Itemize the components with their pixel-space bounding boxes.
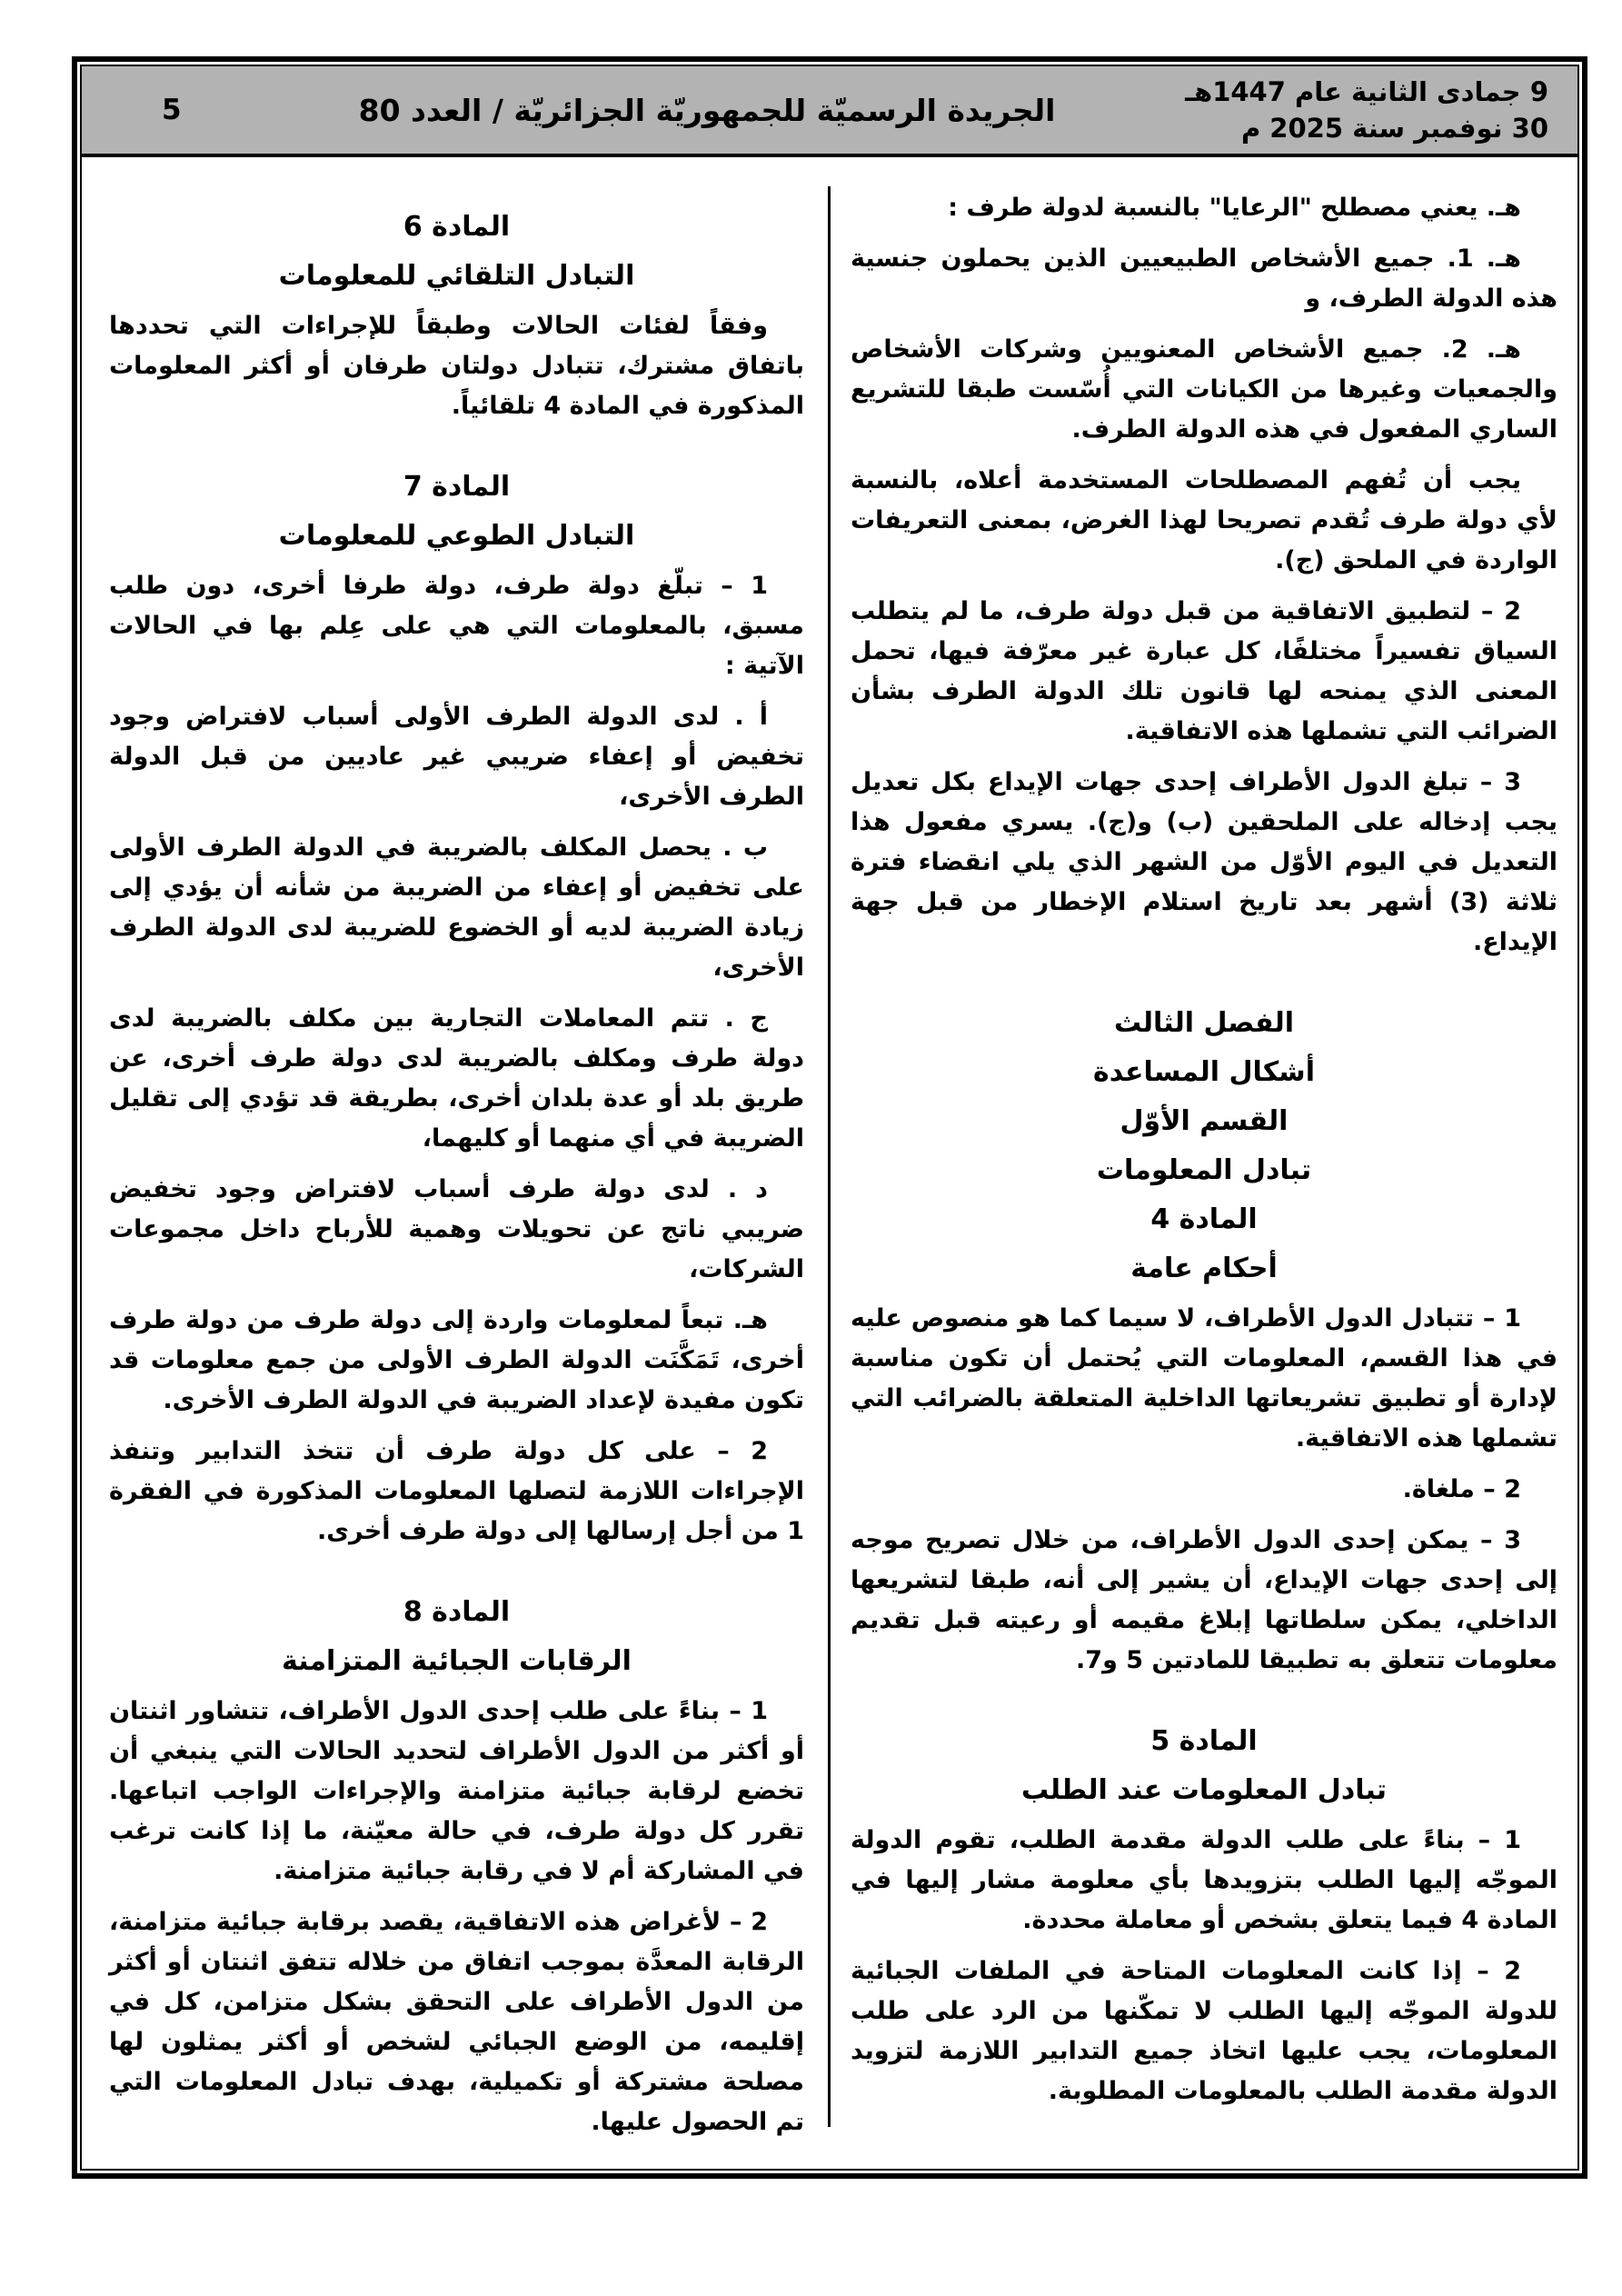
page-number: 5 <box>162 94 182 126</box>
column-left <box>82 157 828 2167</box>
section-heading: التبادل التلقائي للمعلومات <box>278 260 635 292</box>
paragraph: 1 – تبلّغ دولة طرف، دولة طرفا أخرى، دون طلب مسبق، بالمعلومات التي هي على عِلم بها في الحالات الآتية : <box>109 572 804 680</box>
paragraph: هـ. تبعاً لمعلومات واردة إلى دولة طرف من دولة طرف أخرى، تَمَكَّنَت الدولة الطرف الأولى من جمع معلومات قد تكون مفيدة لإعداد الضريبة في الدولة الطرف الأخرى. <box>109 1306 804 1414</box>
paragraph: 1 – تتبادل الدول الأطراف، لا سيما كما هو منصوص عليه في هذا القسم، المعلومات التي يُحتمل أن تكون مناسبة لإدارة أو تطبيق تشريعاتها الداخلية المتعلقة بالضرائب التي تشملها هذه الاتفاقية. <box>851 1304 1557 1452</box>
paragraph: ج . تتم المعاملات التجارية بين مكلف بالضريبة لدى دولة طرف ومكلف بالضريبة لدى دولة طرف أخرى، عن طريق بلد أو عدة بلدان أخرى، بطريقة قد تؤدي إلى تقليل الضريبة في أي منهما أو كليهما، <box>109 1004 804 1153</box>
section-heading: المادة 7 <box>403 471 511 503</box>
column-divider <box>828 186 831 2127</box>
section-heading: أشكال المساعدة <box>1093 1056 1315 1088</box>
paragraph: د . لدى دولة طرف أسباب لافتراض وجود تخفيض ضريبي ناتج عن تحويلات وهمية للأرباح داخل مجموعات الشركات، <box>109 1175 804 1283</box>
paragraph: 2 – لتطبيق الاتفاقية من قبل دولة طرف، ما لم يتطلب السياق تفسيراً مختلفًا، كل عبارة غير معرّفة فيها، تحمل المعنى الذي يمنحه لها قانون تلك الدولة الطرف بشأن الضرائب التي تشملها هذه الاتفاقية. <box>851 597 1557 745</box>
paragraph: أ . لدى الدولة الطرف الأولى أسباب لافتراض وجود تخفيض أو إعفاء ضريبي غير عاديين من قبل الدولة الطرف الأخرى، <box>109 703 804 811</box>
paragraph: وفقاً لفئات الحالات وطبقاً للإجراءات التي تحددها باتفاق مشترك، تتبادل دولتان طرفان أو أكثر المعلومات المذكورة في المادة 4 تلقائياً. <box>109 312 804 420</box>
paragraph: هـ. يعني مصطلح "الرعايا" بالنسبة لدولة طرف : <box>948 194 1521 222</box>
date-hijri: 9 جمادى الثانية عام 1447هـ <box>1185 76 1548 107</box>
section-heading: القسم الأوّل <box>1119 1105 1289 1137</box>
section-heading: المادة 5 <box>1150 1725 1258 1757</box>
masthead <box>82 66 1577 157</box>
section-heading: الرقابات الجبائية المتزامنة <box>282 1645 632 1677</box>
paragraph: 2 – لأغراض هذه الاتفاقية، يقصد برقابة جبائية متزامنة، الرقابة المعدَّة بموجب اتفاق من خلاله تتفق اثنتان أو أكثر من الدول الأطراف على التحقق بشكل متزامن، كل في إقليمه، من الوضع الجبائي لشخص أو أكثر يمثلون لها مصلحة مشتركة أو تكميلية، بهدف تبادل المعلومات التي تم الحصول عليها. <box>109 1908 804 2136</box>
paragraph: ب . يحصل المكلف بالضريبة في الدولة الطرف الأولى على تخفيض أو إعفاء من الضريبة من شأنه أن يؤدي إلى زيادة الضريبة لديه أو الخضوع للضريبة لدى الدولة الطرف الأخرى، <box>109 834 804 982</box>
section-heading: تبادل المعلومات <box>1096 1154 1312 1186</box>
section-heading: الفصل الثالث <box>1113 1007 1294 1039</box>
paragraph: 2 – ملغاة. <box>1402 1475 1521 1503</box>
paragraph: 2 – إذا كانت المعلومات المتاحة في الملفات الجبائية للدولة الموجّه إليها الطلب لا تمكّنها من الرد على طلب المعلومات، يجب عليها اتخاذ جميع التدابير اللازمة لتزويد الدولة مقدمة الطلب بالمعلومات المطلوبة. <box>851 1957 1557 2105</box>
paragraph: 3 – تبلغ الدول الأطراف إحدى جهات الإيداع بكل تعديل يجب إدخاله على الملحقين (ب) و(ج). يسري مفعول هذا التعديل في اليوم الأوّل من الشهر الذي يلي انقضاء فترة ثلاثة (3) أشهر بعد تاريخ استلام الإخطار من قبل جهة الإيداع. <box>851 768 1557 956</box>
paragraph: 3 – يمكن إحدى الدول الأطراف، من خلال تصريح موجه إلى إحدى جهات الإيداع، أن يشير إلى أنه، طبقا لتشريعها الداخلي، يمكن سلطاتها إبلاغ مقيمه أو رعيته قبل تقديم معلومات تتعلق به تطبيقا للمادتين 5 و7. <box>851 1526 1557 1674</box>
paragraph: هـ. 1. جميع الأشخاص الطبيعيين الذين يحملون جنسية هذه الدولة الطرف، و <box>851 245 1557 313</box>
paragraph: 1 – بناءً على طلب إحدى الدول الأطراف، تتشاور اثنتان أو أكثر من الدول الأطراف لتحديد الحالات التي ينبغي أن تخضع لرقابة جبائية متزامنة والإجراءات الواجب اتباعها. تقرر كل دولة طرف، في حالة معيّنة، ما إذا كانت ترغب في المشاركة أم لا في رقابة جبائية متزامنة. <box>109 1697 804 1885</box>
section-heading: تبادل المعلومات عند الطلب <box>1020 1774 1387 1806</box>
section-heading: أحكام عامة <box>1130 1253 1278 1284</box>
paragraph: 1 – بناءً على طلب الدولة مقدمة الطلب، تقوم الدولة الموجّه إليها الطلب بتزويدها بأي معلومة مشار إليها في المادة 4 فيما يتعلق بشخص أو معاملة محددة. <box>851 1826 1557 1934</box>
section-heading: المادة 4 <box>1150 1203 1258 1235</box>
paragraph: 2 – على كل دولة طرف أن تتخذ التدابير وتنفذ الإجراءات اللازمة لتصلها المعلومات المذكورة في الفقرة 1 من أجل إرسالها إلى دولة طرف أخرى. <box>109 1437 804 1545</box>
section-heading: التبادل الطوعي للمعلومات <box>278 520 635 552</box>
page-border-frame <box>72 56 1587 2179</box>
column-right <box>831 157 1577 2167</box>
masthead-dates <box>1178 74 1559 146</box>
journal-title: الجريدة الرسميّة للجمهوريّة الجزائريّة / العدد 80 <box>358 92 1056 128</box>
paragraph: يجب أن تُفهم المصطلحات المستخدمة أعلاه، بالنسبة لأي دولة طرف تُقدم تصريحا لهذا الغرض، بمعنى التعريفات الواردة في الملحق (ج). <box>851 466 1557 574</box>
two-column-body <box>82 157 1577 2167</box>
date-gregorian: 30 نوفمبر سنة 2025 م <box>1240 113 1548 144</box>
page-inner-frame <box>80 65 1579 2171</box>
section-heading: المادة 8 <box>403 1596 511 1628</box>
paragraph: هـ. 2. جميع الأشخاص المعنويين وشركات الأشخاص والجمعيات وغيرها من الكيانات التي أُسّست طبقا للتشريع الساري المفعول في هذه الدولة الطرف. <box>851 335 1557 444</box>
section-heading: المادة 6 <box>403 211 511 243</box>
